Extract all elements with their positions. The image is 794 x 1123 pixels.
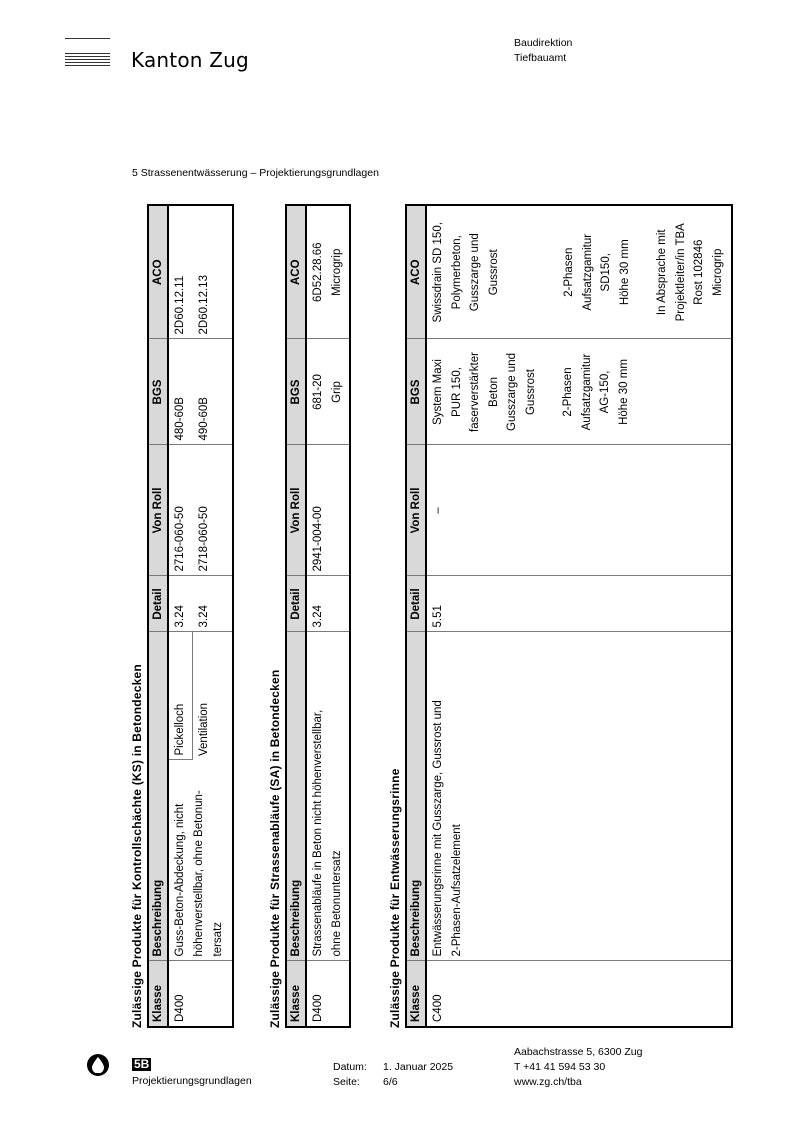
page-value: 6/6: [383, 1076, 398, 1088]
footer-website-link[interactable]: www.zg.ch/tba: [514, 1076, 582, 1088]
page-label: Seite:: [333, 1076, 360, 1088]
section-title: 5 Strassenentwässerung – Projektierungsgrundlagen: [132, 167, 379, 179]
footer-address: Aabachstrasse 5, 6300 Zug: [514, 1046, 643, 1058]
cell-klasse: C400: [432, 994, 444, 1022]
header-aco: ACO: [286, 205, 306, 339]
header-klasse: Klasse: [286, 961, 306, 1027]
table-row: [306, 205, 350, 1027]
office-name: Tiefbauamt: [514, 52, 567, 64]
header-bgs: BGS: [406, 339, 426, 445]
header-beschreibung: Beschreibung: [148, 632, 168, 961]
header-von-roll: Von Roll: [148, 445, 168, 576]
cell-detail: 3.24: [168, 576, 193, 632]
header-bgs: BGS: [148, 339, 168, 445]
cell-aco: 2D60.12.11: [168, 205, 193, 339]
cell-beschreibung: Guss-Beton-Abdeckung, nicht höhenverstellbar, ohne Betonun- tersatz: [168, 760, 233, 961]
header-beschreibung: Beschreibung: [286, 632, 306, 961]
header-von-roll: Von Roll: [286, 445, 306, 576]
cell-klasse: D400: [174, 994, 186, 1022]
cell-beschreibung: Strassenabläufe in Beton nicht höhenverstellbar, ohne Betonuntersatz: [306, 632, 350, 961]
cell-detail: 3.24: [193, 576, 233, 632]
cell-bgs: 490-60B: [193, 339, 233, 445]
header-aco: ACO: [148, 205, 168, 339]
table-row: [168, 205, 193, 1027]
header-von-roll: Von Roll: [406, 445, 426, 576]
department-block: [514, 36, 572, 66]
cell-variant: Pickelloch: [168, 632, 193, 760]
cell-detail: 3.24: [306, 576, 350, 632]
header-klasse: Klasse: [148, 961, 168, 1027]
table-block-kontrollschaechte: [130, 206, 232, 1028]
cell-bgs: System Maxi PUR 150, faserverstärkter Beton Gusszarge und Gussrost 2-Phasen Aufsatzgamitur AG-150, Höhe 30 mm: [426, 339, 732, 445]
table-header-row: [406, 205, 426, 1027]
cell-variant: Ventilation: [198, 702, 210, 756]
table-header-row: [148, 205, 168, 1027]
header-aco: ACO: [406, 205, 426, 339]
products-table: [405, 204, 733, 1028]
products-table: [285, 204, 351, 1028]
cell-von-roll: 2716-060-50: [168, 445, 193, 576]
department-name: Baudirektion: [514, 37, 573, 49]
cell-aco: 6D52.28.66 Microgrip: [306, 205, 350, 339]
water-drop-icon: [87, 1054, 109, 1076]
date-value: 1. Januar 2025: [383, 1061, 454, 1073]
table-caption: Zulässige Produkte für Strassenabläufe (SA) in Betondecken: [268, 669, 282, 1028]
chapter-badge: 5B: [134, 1057, 150, 1071]
cell-von-roll: 2941-004-00: [306, 445, 350, 576]
table-caption: Zulässige Produkte für Kontrollschächte (KS) in Betondecken: [130, 664, 144, 1028]
table-caption: Zulässige Produkte für Entwässerungsrinne: [388, 768, 402, 1028]
date-label: Datum:: [333, 1061, 367, 1073]
header-bgs: BGS: [286, 339, 306, 445]
cell-klasse: D400: [312, 994, 324, 1022]
footer-subtitle: Projektierungsgrundlagen: [132, 1075, 252, 1087]
cell-von-roll: –: [426, 445, 732, 576]
header-detail: Detail: [406, 576, 426, 632]
brand-name: Kanton Zug: [131, 48, 249, 72]
table-header-row: [286, 205, 306, 1027]
header-detail: Detail: [148, 576, 168, 632]
header-klasse: Klasse: [406, 961, 426, 1027]
cell-detail: 5.51: [426, 576, 732, 632]
table-block-entwaesserungsrinne: [388, 206, 736, 1028]
cell-bgs: 681-20 Grip: [306, 339, 350, 445]
products-table: [147, 204, 234, 1028]
cell-aco: 2D60.12.13: [193, 205, 233, 339]
header-beschreibung: Beschreibung: [406, 632, 426, 961]
cell-aco: Swissdrain SD 150, Polymerbeton, Gusszarge und Gussrost 2-Phasen Aufsatzgamitur SD150, Höhe 30 mm In Absprache mit Projektleiter/in TBA Rost 102846 Microgrip: [426, 205, 732, 339]
cell-beschreibung: Entwässerungsrinne mit Gusszarge, Gussrost und 2-Phasen-Aufsatzelement: [426, 632, 732, 961]
footer-phone: T +41 41 594 53 30: [514, 1061, 606, 1073]
table-block-strassenablaeufe: [268, 206, 352, 1028]
header-detail: Detail: [286, 576, 306, 632]
table-row: [426, 205, 732, 1027]
cell-bgs: 480-60B: [168, 339, 193, 445]
cell-von-roll: 2718-060-50: [193, 445, 233, 576]
